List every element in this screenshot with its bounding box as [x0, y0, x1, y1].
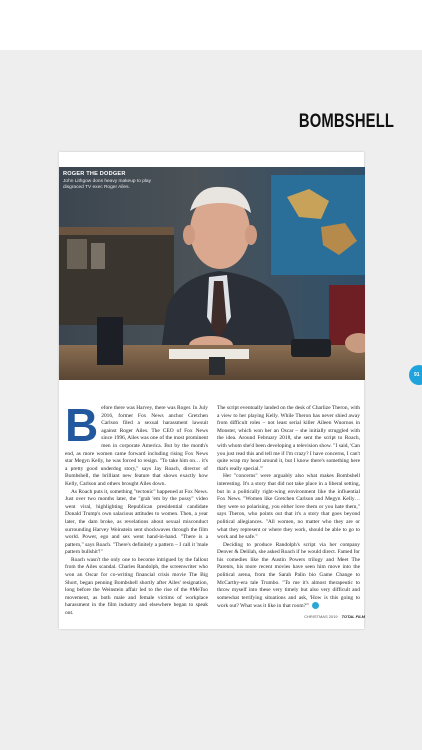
caption-title: ROGER THE DODGER: [63, 171, 126, 177]
article-paragraph: Her "concerns" were arguably also what makes Bombshell interesting. It's a story that did not take place in a liberal setting, but in a politically right-wing environment like the influential Fox News. "Women like Gretchen Carlson and Megyn Kelly… they were so polarising, you either love them or you hate them," says Theron, who points out that it's a story that goes beyond political allegiances. "All women, no matter who they are or what they represent or where they work, should be able to go to work and be safe.": [217, 473, 360, 541]
folio-issue: CHRISTMAS 2019: [304, 614, 338, 619]
article-column-1: [65, 399, 208, 617]
article-paragraph: Before there was Harvey, there was Roger. In July 2016, former Fox News anchor Gretchen Carlson filed a sexual harassment lawsuit against Roger Ailes. The CEO of Fox News since 1996, Ailes was one of the most prominent men in corporate America. But by the month's end, as more women came forward including rising Fox News star Megyn Kelly, he was forced to resign. "To take him on… it's a pretty good underdog story," says Jay Roach, director of Bombshell, the brilliant new feature that shows exactly how Kelly, Carlson and others brought Ailes down.: [65, 399, 208, 487]
article-paragraph: As Roach puts it, something "tectonic" happened at Fox News. Just over two months later, the "grab 'em by the pussy" video went viral, highlighting Republican presidential candidate Donald Trump's own salacious attitudes to women. Then, a year later, the dam broke, as revelations about sexual misconduct surrounding Harvey Weinstein sent shockwaves through the film world. Power, ego and sex went hand-in-hand. "There is a pattern," says Roach. "There's definitely a pattern – I call it 'male pattern bullshit'!": [65, 488, 208, 556]
folio-magazine: TOTAL FILM: [341, 614, 365, 619]
article-column-2: [217, 405, 360, 610]
page-folio: [304, 614, 365, 619]
article-paragraph: Deciding to produce Randolph's script via her company Denver & Delilah, she asked Roach if he would direct. Famed for his comedies like the Austin Powers trilogy and Meet The Parents, his more recent movies have seen him move into the political arena, from the Sarah Palin bio Game Change to McCarthy-era tale Trumbo. "To me it's almost therapeutic to throw myself into these very timely but also very difficult and somewhat terrifying situations and ask, 'How is this going to work out? What was it like in that room?'": [217, 541, 360, 610]
article-photo: [59, 167, 365, 380]
section-title: BOMBSHELL: [298, 111, 394, 132]
status-bar: [0, 0, 422, 50]
article-paragraph: Roach wasn't the only one to become intrigued by the fallout from the Ailes scandal. Charles Randolph, the screenwriter who won an Oscar for co-writing financial crisis movie The Big Short, began penning Bombshell shortly after Ailes' resignation, long before the Weinstein affair led to the rise of the #MeToo movement, as both male and female victims of workplace harassment in the film industry and elsewhere began to speak out.: [65, 556, 208, 617]
article-paragraph: The script eventually landed on the desk of Charlize Theron, with a view to her playing Kelly. While Theron has never shied away from difficult roles – not least serial killer Aileen Wuornos in Monster, which won her an Oscar – she initially struggled with the idea. Around February 2018, she sent the script to Roach, with whom she'd been developing a television show. "I said, 'Can you just read this and tell me if I'm crazy? I have concerns, I can't quite wrap my head around it, but I know there's something here that's really special.'": [217, 405, 360, 472]
article-end-icon: [312, 602, 319, 609]
photo-caption: [63, 171, 153, 190]
caption-text: John Lithgow dons heavy makeup to play disgraced TV exec Roger Ailes.: [63, 179, 151, 190]
office-scene-illustration: [59, 167, 365, 380]
page-navigation-tab[interactable]: 91: [409, 365, 422, 385]
drop-cap: B: [65, 399, 99, 451]
